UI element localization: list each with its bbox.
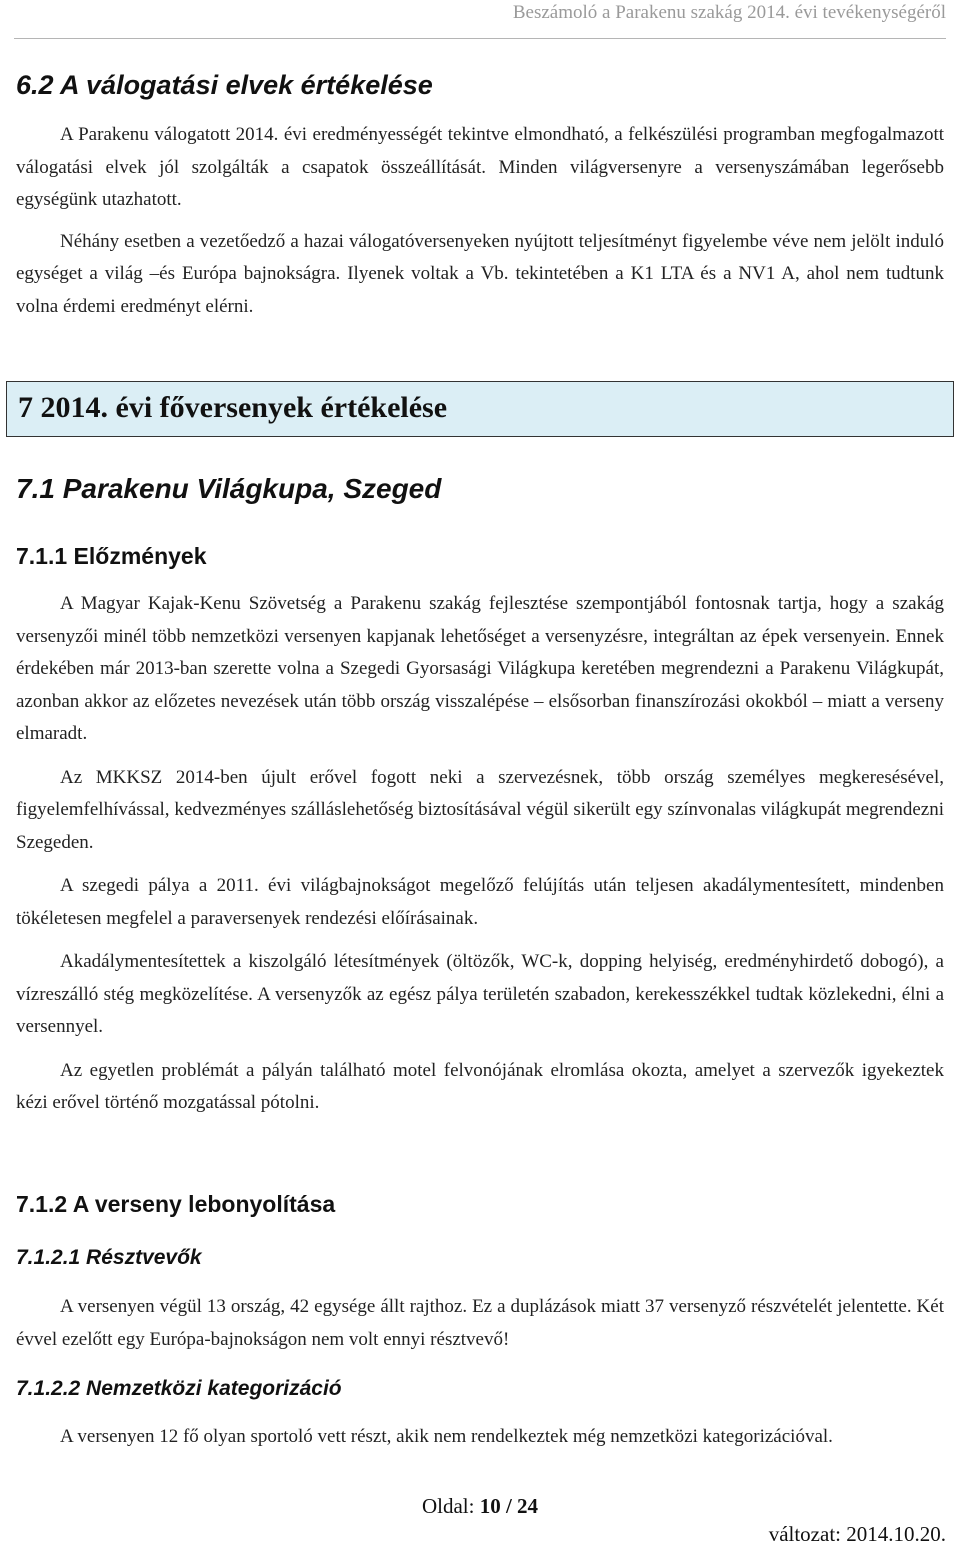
version-label: változat: 2014.10.20. bbox=[768, 1522, 946, 1546]
section-7-1-2-1-body bbox=[16, 1291, 944, 1356]
section-7-1-heading: 7.1 Parakenu Világkupa, Szeged bbox=[16, 473, 442, 504]
section-7-1-2-2-heading: 7.1.2.2 Nemzetközi kategorizáció bbox=[16, 1377, 342, 1400]
paragraph: Az MKKSZ 2014-ben újult erővel fogott neki a szervezésnek, több ország személyes megkeresésével, figyelemfelhívással, kedvezményes szálláslehetőség biztosításával végül sikerült egy színvonalas világkupát megrendezni Szegeden. bbox=[16, 766, 944, 853]
page-number bbox=[0, 1494, 960, 1519]
section-6-2-heading: 6.2 A válogatási elvek értékelése bbox=[16, 70, 433, 100]
chapter-7-heading-box bbox=[6, 381, 954, 437]
header-divider bbox=[14, 38, 946, 39]
paragraph: A Parakenu válogatott 2014. évi eredményességét tekintve elmondható, a felkészülési programban megfogalmazott válogatási elvek jól szolgálták a csapatok összeállítását. Minden világversenyre a versenyszámában legerősebb egységünk utazhatott. bbox=[16, 124, 944, 210]
page-total: 24 bbox=[517, 1494, 539, 1518]
paragraph: Az egyetlen problémát a pályán található motel felvonójának elromlása okozta, amelyet a szervezők igyekeztek kézi erővel történő mozgatással pótolni. bbox=[16, 1059, 944, 1113]
section-7-1-1-body bbox=[16, 588, 944, 1120]
section-7-1-2-1-heading: 7.1.2.1 Résztvevők bbox=[16, 1246, 202, 1269]
paragraph: A versenyen végül 13 ország, 42 egysége állt rajthoz. Ez a duplázások miatt 37 versenyző részvételét jelentette. Két évvel ezelőtt egy Európa-bajnokságon nem volt ennyi résztvevő! bbox=[16, 1296, 944, 1350]
paragraph: A versenyen 12 fő olyan sportoló vett részt, akik nem rendelkeztek még nemzetközi kategorizációval. bbox=[60, 1426, 833, 1447]
section-7-1-2-heading: 7.1.2 A verseny lebonyolítása bbox=[16, 1191, 336, 1217]
paragraph: A Magyar Kajak-Kenu Szövetség a Parakenu szakág fejlesztése szempontjából fontosnak tartja, hogy a szakág versenyzői minél több nemzetközi versenyen kapjanak lehetőséget a versenyzésre, integráltan az épek versenyein. Ennek érdekében már 2013-ban szerette volna a Szegedi Gyorsasági Világkupa keretében megrendezni a Parakenu Világkupát, azonban akkor az előzetes nevezések után több ország visszalépése – elsősorban finanszírozási okokból – miatt a verseny elmaradt. bbox=[16, 593, 944, 744]
page-separator: / bbox=[505, 1494, 512, 1518]
section-6-2-body bbox=[16, 119, 944, 323]
paragraph: A szegedi pálya a 2011. évi világbajnokságot megelőző felújítás után teljesen akadálymentesített, mindenben tökéletesen megfelel a paraversenyek rendezési előírásainak. bbox=[16, 875, 944, 929]
running-header-title: Beszámoló a Parakenu szakág 2014. évi tevékenységéről bbox=[512, 2, 946, 23]
section-7-1-1-heading: 7.1.1 Előzmények bbox=[16, 543, 207, 569]
chapter-7-heading: 7 2014. évi főversenyek értékelése bbox=[18, 391, 448, 424]
paragraph: Akadálymentesítettek a kiszolgáló létesítmények (öltözők, WC-k, dopping helyiség, eredményhirdető dobogó), a vízreszálló stég megközelítése. A versenyzők az egész pálya területén szabadon, kerekesszékkel tudtak közlekedni, élni a versennyel. bbox=[16, 951, 944, 1037]
page-label: Oldal: bbox=[421, 1494, 475, 1518]
paragraph: Néhány esetben a vezetőedző a hazai válogatóversenyeken nyújtott teljesítményt figyelembe véve nem jelölt induló egységet a világ –és Európa bajnokságra. Ilyenek voltak a Vb. tekintetében a K1 LTA és a NV1 A, ahol nem tudtunk volna érdemi eredményt elérni. bbox=[16, 230, 944, 317]
section-7-1-2-2-body bbox=[16, 1421, 944, 1454]
page-current: 10 bbox=[479, 1494, 501, 1518]
